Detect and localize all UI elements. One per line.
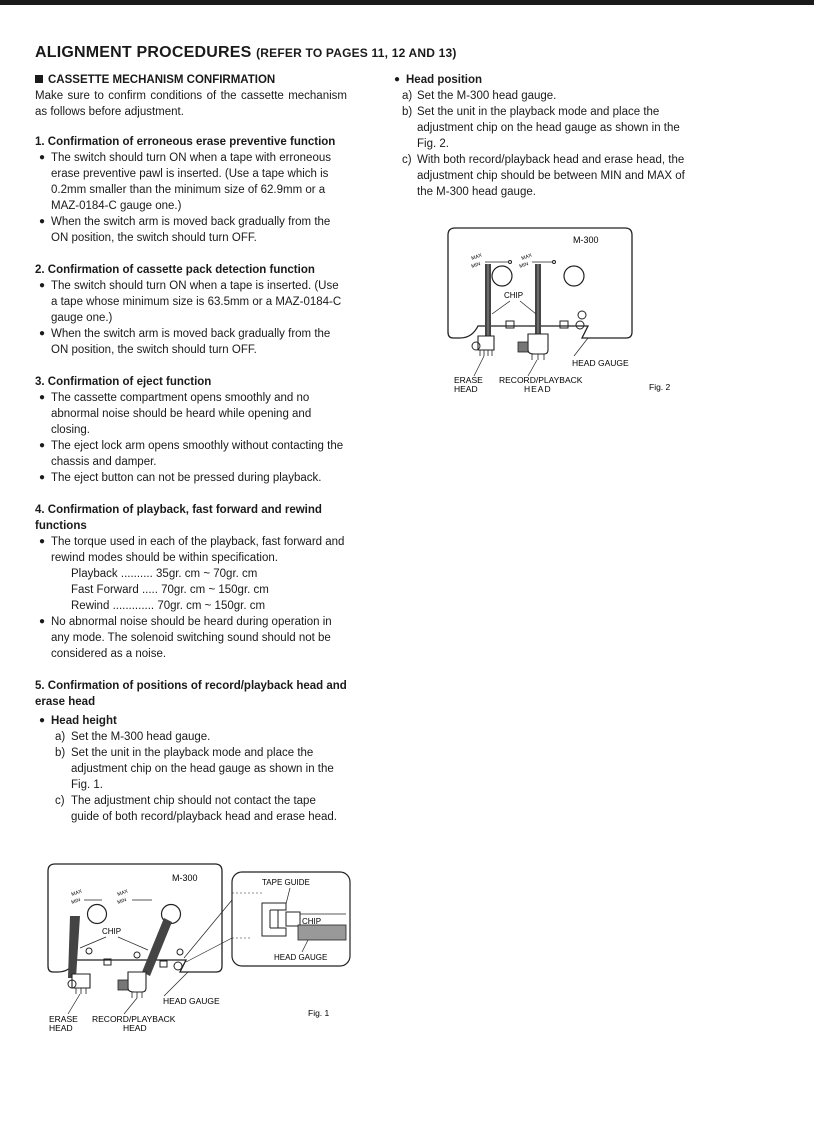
torque-spec-fast-forward: Fast Forward ..... 70gr. cm ~ 150gr. cm — [71, 584, 269, 596]
torque-spec-playback: Playback .......... 35gr. cm ~ 70gr. cm — [71, 568, 258, 580]
section-3-heading: 3. Confirmation of eject function — [35, 376, 212, 388]
fig1-inset-tape-guide: TAPE GUIDE — [262, 878, 310, 887]
intro-text: Make sure to confirm conditions of the cassette mechanism as follows before adjustment. — [35, 90, 347, 118]
section-3-bullet: ● The eject lock arm opens smoothly without contacting the chassis and damper. — [35, 438, 347, 470]
title-ref: (REFER TO PAGES 11, 12 AND 13) — [256, 46, 457, 60]
fig1-inset-chip: CHIP — [302, 917, 322, 926]
section-4-heading: 4. Confirmation of playback, fast forward and rewind functions — [35, 504, 322, 532]
fig1-gauge-label: M-300 — [172, 873, 198, 883]
fig1-diagram — [40, 858, 360, 1040]
head-position-step: a) Set the M-300 head gauge. — [402, 90, 557, 102]
intro-heading: CASSETTE MECHANISM CONFIRMATION — [35, 72, 347, 88]
fig2-erase-head — [478, 336, 494, 350]
fig1-erase-label-2: HEAD — [49, 1023, 73, 1033]
section-4-bullet: ● No abnormal noise should be heard during operation in any mode. The solenoid switching sound should not be considered as a noise. — [35, 614, 347, 662]
title-main: ALIGNMENT PROCEDURES — [35, 44, 252, 61]
fig1-chip-left — [68, 916, 80, 978]
fig2-min-right: MIN — [518, 261, 530, 270]
torque-spec-rewind: Rewind ............. 70gr. cm ~ 150gr. cm — [71, 600, 266, 612]
head-position-heading: ● Head position — [390, 72, 690, 88]
head-position-step: b) Set the unit in the playback mode and place the adjustment chip on the head gauge as shown in the Fig. 2. — [402, 106, 680, 150]
fig1-erase-label-1: ERASE — [49, 1014, 78, 1024]
fig2-max-right: MAX — [520, 252, 533, 262]
fig1-head-gauge-label: HEAD GAUGE — [163, 996, 220, 1006]
fig1-rp-head — [128, 972, 146, 992]
fig2-erase-label-1: ERASE — [454, 375, 483, 385]
fig2-hole-left — [492, 266, 512, 286]
head-height-heading: ● Head height — [35, 713, 347, 729]
page-title — [35, 44, 457, 62]
fig2-diagram — [440, 222, 700, 402]
figure-1 — [40, 858, 360, 1045]
left-column — [35, 72, 347, 825]
fig2-erase-label-2: HEAD — [454, 384, 478, 394]
figure-2 — [440, 222, 700, 407]
fig2-max-left: MAX — [470, 252, 483, 262]
fig1-max-left: MAX — [70, 888, 83, 898]
fig1-min-right: MIN — [116, 897, 128, 906]
fig2-min-left: MIN — [470, 261, 482, 270]
section-3-bullet: ● The eject button can not be pressed during playback. — [35, 470, 347, 486]
fig1-caption: Fig. 1 — [308, 1008, 330, 1018]
head-height-step: b) Set the unit in the playback mode and place the adjustment chip on the head gauge as shown in the Fig. 1. — [55, 747, 334, 791]
fig2-caption: Fig. 2 — [649, 382, 671, 392]
fig2-gauge-label: M-300 — [573, 235, 599, 245]
fig2-rp-label-1: RECORD/PLAYBACK — [499, 375, 583, 385]
section-5-heading: 5. Confirmation of positions of record/playback head and erase head — [35, 680, 347, 708]
section-1-bullet: ● When the switch arm is moved back gradually from the ON position, the switch should turn OFF. — [35, 214, 347, 246]
fig1-min-left: MIN — [70, 897, 82, 906]
section-2-bullet: ● The switch should turn ON when a tape is inserted. (Use a tape whose minimum size is 63.5mm or a MAZ-0184-C gauge one.) — [35, 278, 347, 326]
fig1-chip-label: CHIP — [102, 927, 122, 936]
square-bullet-icon — [35, 75, 43, 83]
section-2-bullet: ● When the switch arm is moved back gradually from the ON position, the switch should turn OFF. — [35, 326, 347, 358]
section-1-heading: 1. Confirmation of erroneous erase preventive function — [35, 136, 336, 148]
head-height-step: c) The adjustment chip should not contact the tape guide of both record/playback head and erase head. — [55, 795, 337, 823]
section-2-heading: 2. Confirmation of cassette pack detection function — [35, 264, 315, 276]
top-border — [0, 0, 814, 5]
head-height-step: a) Set the M-300 head gauge. — [55, 731, 211, 743]
fig2-head-gauge-label: HEAD GAUGE — [572, 358, 629, 368]
fig2-hole-right — [564, 266, 584, 286]
fig1-rp-label-2: HEAD — [123, 1023, 147, 1033]
head-position-step: c) With both record/playback head and erase head, the adjustment chip should be between MIN and MAX of the M-300 head gauge. — [402, 154, 685, 198]
fig2-chip-label: CHIP — [504, 291, 524, 300]
fig1-max-right: MAX — [116, 888, 129, 898]
fig1-inset-head-gauge: HEAD GAUGE — [274, 953, 328, 962]
right-column — [390, 72, 690, 200]
fig2-rp-label-2: HEAD — [524, 384, 552, 394]
fig2-rp-head — [528, 334, 548, 354]
fig1-hole-left — [88, 905, 107, 924]
section-4-bullet: ● The torque used in each of the playback, fast forward and rewind modes should be within specification. — [35, 534, 347, 566]
section-1-bullet: ● The switch should turn ON when a tape with erroneous erase preventive pawl is inserted. (Use a tape which is 0.2mm smaller than the minimum size of 62.9mm or a MAZ-0184-C gauge one.) — [35, 150, 347, 214]
section-3-bullet: ● The cassette compartment opens smoothly and no abnormal noise should be heard while opening and closing. — [35, 390, 347, 438]
fig1-rp-label-1: RECORD/PLAYBACK — [92, 1014, 176, 1024]
